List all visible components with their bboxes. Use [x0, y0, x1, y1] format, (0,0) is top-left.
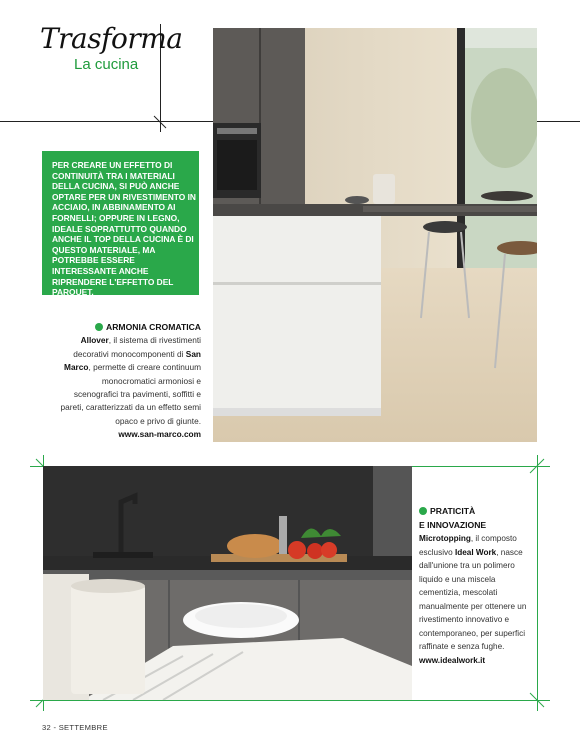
frame-bottom	[30, 700, 550, 701]
page-title-script: Trasforma	[40, 22, 183, 55]
praticita-body	[419, 532, 531, 654]
praticita-brand: Microtopping	[419, 534, 471, 543]
top-rule-right	[537, 121, 580, 122]
praticita-company: Ideal Work	[454, 547, 497, 557]
armonia-cromatica-block	[60, 321, 201, 442]
frame-right	[537, 455, 538, 711]
top-rule	[0, 121, 213, 122]
armonia-heading: ARMONIA CROMATICA	[106, 322, 201, 332]
callout-text: PER CREARE UN EFFETTO DI CONTINUITÀ TRA I MATERIALI DELLA CUCINA, SI PUÒ ANCHE OPTARE PER UN RIVESTIMENTO IN ACCIAIO, IN ABBINAMENTO AI FORNELLI; OPPURE IN LEGNO, IDEALE SOPRATTUTTO QUANDO ANCHE IL TOP DELLA CUCINA È DI QUESTO MATERIALE, MA POTREBBE ESSERE INTERESSANTE ANCHE RIPRENDERE L'EFFETTO DEL PARQUET.	[52, 160, 196, 298]
praticita-url[interactable]: www.idealwork.it	[419, 655, 486, 665]
praticita-text1: , il composto esclusivo	[419, 534, 517, 557]
corner-cross	[151, 113, 169, 131]
praticita-heading-line1: PRATICITÀ	[430, 506, 476, 516]
corner-cross-br	[528, 691, 546, 709]
countertop-illustration	[43, 466, 412, 700]
page-title-sub: La cucina	[74, 56, 139, 73]
bullet-dot-icon	[419, 507, 427, 515]
armonia-brand: Allover	[80, 335, 109, 346]
kitchen-photo	[213, 28, 537, 442]
kitchen-illustration	[213, 28, 537, 442]
page-footer: 32 - SETTEMBRE	[42, 723, 108, 732]
praticita-heading-line2: E INNOVAZIONE	[419, 519, 487, 530]
bullet-dot-icon	[95, 323, 103, 331]
countertop-photo	[43, 466, 412, 700]
praticita-text2: , nasce dall'unione tra un polimero liquido e una miscela cementizia, mescolati manualmente per ottenere un rivestimento innovativo e contemporaneo, per superfici raffinate e senza fughe.	[419, 547, 527, 651]
praticita-block	[419, 505, 531, 667]
armonia-text1: , il sistema di rivestimenti decorativi monocomponenti di	[73, 335, 201, 359]
armonia-text2: , permette di creare continuum monocromatici armoniosi e scenografici tra pavimenti, soffitti e pareti, caratterizzati da un effetto semi opaco e privo di giunte.	[60, 362, 201, 426]
armonia-url[interactable]: www.san-marco.com	[118, 429, 201, 440]
armonia-company: San Marco	[64, 348, 201, 373]
corner-cross-tr	[528, 457, 546, 475]
armonia-body	[60, 334, 201, 428]
